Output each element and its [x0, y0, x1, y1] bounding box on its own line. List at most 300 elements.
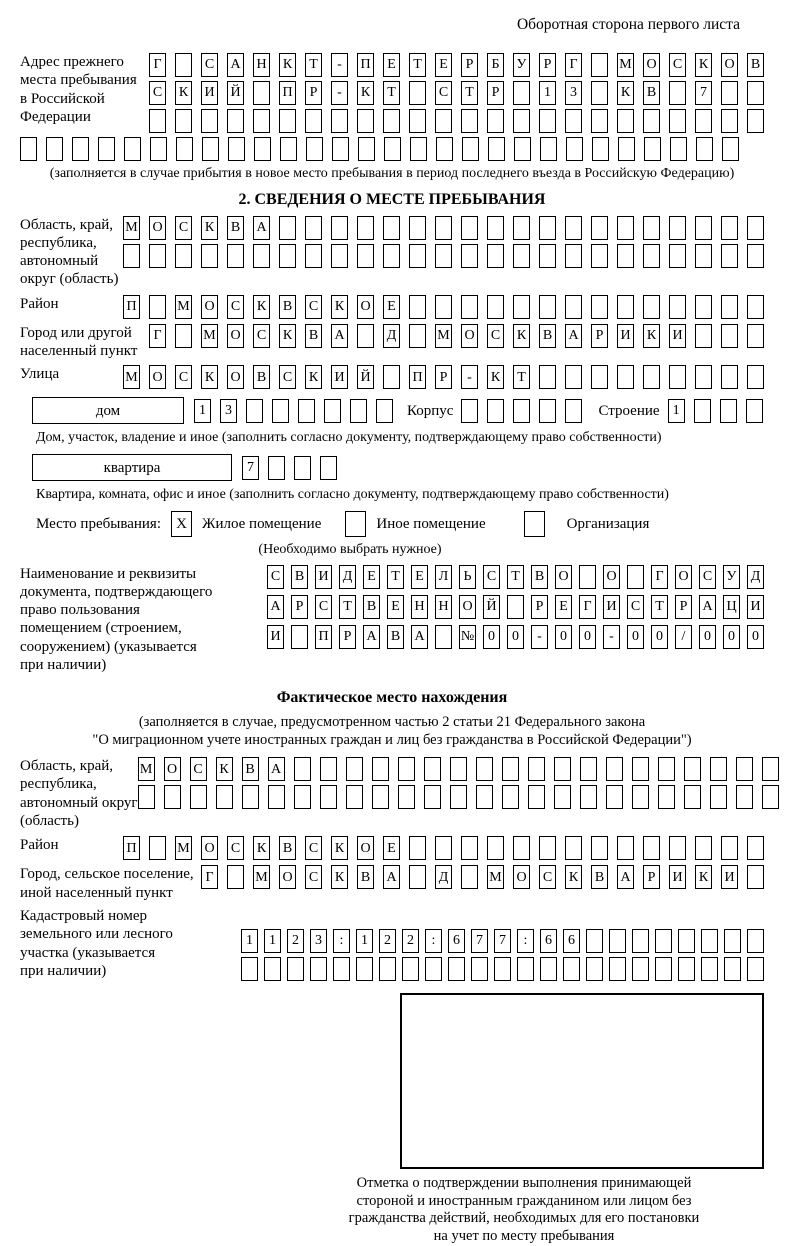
stay-type-row [36, 511, 764, 537]
char-box [379, 957, 396, 981]
char-box [123, 244, 140, 268]
char-box [372, 785, 389, 809]
char-box: К [175, 81, 192, 105]
char-box [320, 757, 337, 781]
char-box: С [539, 865, 556, 889]
ownership-document-grid-rows [267, 565, 764, 649]
char-box: И [617, 324, 634, 348]
char-box: В [363, 595, 380, 619]
organization-label: Организация [566, 516, 650, 533]
char-box: В [357, 865, 374, 889]
checkbox-organization [524, 511, 545, 537]
char-box: С [267, 565, 284, 589]
char-box [528, 757, 545, 781]
char-box [346, 785, 363, 809]
previous-address-label: Адрес прежнего места пребывания в Российской Федерации [20, 53, 137, 125]
char-box [331, 216, 348, 240]
char-box: С [279, 365, 296, 389]
char-box [617, 109, 634, 133]
char-box: Р [291, 595, 308, 619]
char-box [279, 109, 296, 133]
char-box [149, 109, 166, 133]
region-block [20, 216, 764, 289]
char-box: Т [651, 595, 668, 619]
char-box [294, 785, 311, 809]
char-box: И [331, 365, 348, 389]
char-box: О [513, 865, 530, 889]
char-box [539, 836, 556, 860]
char-box [357, 244, 374, 268]
char-box: П [123, 295, 140, 319]
char-box [424, 757, 441, 781]
section2-title: 2. СВЕДЕНИЯ О МЕСТЕ ПРЕБЫВАНИЯ [238, 190, 546, 208]
char-box: О [675, 565, 692, 589]
char-box: Т [409, 53, 426, 77]
house-row [20, 397, 764, 424]
char-box [678, 957, 695, 981]
char-box: И [747, 595, 764, 619]
char-box [175, 109, 192, 133]
char-box [643, 295, 660, 319]
char-box [350, 399, 367, 423]
char-box [409, 81, 426, 105]
char-box: О [164, 757, 181, 781]
char-box [298, 399, 315, 423]
char-box [253, 244, 270, 268]
char-box: К [279, 53, 296, 77]
char-box [721, 295, 738, 319]
char-box [565, 399, 582, 423]
char-box [701, 957, 718, 981]
char-box: Р [675, 595, 692, 619]
char-box [591, 53, 608, 77]
char-box: 1 [241, 929, 258, 953]
char-box [227, 109, 244, 133]
char-box [409, 865, 426, 889]
char-box [591, 365, 608, 389]
char-box: Л [435, 565, 452, 589]
char-box [747, 324, 764, 348]
char-box: И [669, 324, 686, 348]
char-box [695, 365, 712, 389]
char-box: Й [483, 595, 500, 619]
char-box: - [531, 625, 548, 649]
char-box [383, 244, 400, 268]
previous-address-grid-rows [149, 53, 764, 133]
char-box [669, 216, 686, 240]
char-box: 2 [379, 929, 396, 953]
char-box: И [267, 625, 284, 649]
char-box: Й [357, 365, 374, 389]
char-box: С [483, 565, 500, 589]
char-box [747, 865, 764, 889]
char-box [507, 595, 524, 619]
char-box [617, 216, 634, 240]
char-box [591, 836, 608, 860]
char-box [632, 929, 649, 953]
char-box: 0 [483, 625, 500, 649]
char-box: О [603, 565, 620, 589]
char-box [721, 836, 738, 860]
char-box [461, 216, 478, 240]
char-box: О [201, 295, 218, 319]
char-box [539, 244, 556, 268]
char-box [658, 785, 675, 809]
char-grid-row [461, 399, 582, 423]
char-box [540, 957, 557, 981]
char-box: 1 [264, 929, 281, 953]
char-box [488, 137, 505, 161]
char-grid-row [241, 929, 764, 953]
char-box [487, 216, 504, 240]
char-box [669, 365, 686, 389]
char-box [747, 295, 764, 319]
char-grid-row [149, 53, 764, 77]
char-box [694, 399, 711, 423]
char-grid-row [201, 865, 764, 889]
char-box [331, 109, 348, 133]
char-box: : [333, 929, 350, 953]
char-box: М [175, 295, 192, 319]
char-box: А [383, 865, 400, 889]
char-box [398, 785, 415, 809]
char-box [272, 399, 289, 423]
street-label: Улица [20, 366, 60, 383]
char-box: Н [411, 595, 428, 619]
char-box [539, 109, 556, 133]
char-box: В [747, 53, 764, 77]
char-box: Е [435, 53, 452, 77]
char-box [513, 836, 530, 860]
char-box [747, 957, 764, 981]
char-box [487, 399, 504, 423]
char-box [246, 399, 263, 423]
actual-location-note: (заполняется в случае, предусмотренном частью 2 статьи 21 Федерального закона "О миграционном учете иностранных граждан и лиц без гражданства в Российской Федерации") [92, 713, 692, 748]
char-box [539, 399, 556, 423]
char-box: К [253, 836, 270, 860]
house-note: Дом, участок, владение и иное (заполнить согласно документу, подтверждающему право собственности) [36, 430, 662, 446]
char-box [72, 137, 89, 161]
char-box [138, 785, 155, 809]
char-box: М [123, 216, 140, 240]
char-box [747, 929, 764, 953]
char-box: 7 [494, 929, 511, 953]
char-box: П [279, 81, 296, 105]
char-box: О [555, 565, 572, 589]
char-grid-row [138, 785, 779, 809]
char-box: 0 [555, 625, 572, 649]
char-box: 1 [194, 399, 211, 423]
char-box [670, 137, 687, 161]
char-box [216, 785, 233, 809]
char-box: С [305, 865, 322, 889]
char-box: К [331, 865, 348, 889]
char-box: М [617, 53, 634, 77]
char-box [175, 53, 192, 77]
char-box: А [363, 625, 380, 649]
char-box: С [699, 565, 716, 589]
char-box: 7 [695, 81, 712, 105]
char-box: 0 [627, 625, 644, 649]
char-box [565, 295, 582, 319]
residential-label: Жилое помещение [202, 516, 322, 533]
char-box [695, 324, 712, 348]
char-box: О [149, 216, 166, 240]
char-box [539, 295, 556, 319]
char-box: С [305, 295, 322, 319]
char-box [678, 929, 695, 953]
char-box [476, 785, 493, 809]
char-box: К [695, 53, 712, 77]
char-box: 0 [723, 625, 740, 649]
char-box [643, 244, 660, 268]
char-box: У [723, 565, 740, 589]
char-box: И [201, 81, 218, 105]
char-box: А [411, 625, 428, 649]
confirmation-stamp-caption: Отметка о подтверждении выполнения принимающей стороной и иностранным гражданином или лицом без гражданства действий, необходимых для его постановки на учет по месту пребывания [348, 1174, 700, 1245]
ownership-document-block [20, 565, 764, 675]
char-box [721, 244, 738, 268]
confirmation-stamp-box [400, 993, 764, 1169]
char-box: 3 [565, 81, 582, 105]
char-box [461, 836, 478, 860]
char-box: Н [253, 53, 270, 77]
char-box: О [721, 53, 738, 77]
char-box: Р [305, 81, 322, 105]
char-box [190, 785, 207, 809]
char-box: - [331, 81, 348, 105]
char-box [655, 929, 672, 953]
char-box [227, 865, 244, 889]
char-box: К [253, 295, 270, 319]
char-box [762, 757, 779, 781]
char-box [669, 295, 686, 319]
char-box: И [315, 565, 332, 589]
char-box: В [279, 836, 296, 860]
char-box [306, 137, 323, 161]
char-box: К [201, 216, 218, 240]
char-box: С [175, 216, 192, 240]
char-box [287, 957, 304, 981]
char-box [461, 295, 478, 319]
char-box: 3 [310, 929, 327, 953]
char-box: О [149, 365, 166, 389]
char-box [435, 244, 452, 268]
actual-city-label: Город, сельское поселение, иной населенный пункт [20, 866, 194, 901]
char-box [513, 295, 530, 319]
char-grid-row-full-width [20, 137, 764, 161]
char-box [609, 957, 626, 981]
char-box [565, 365, 582, 389]
char-box [736, 757, 753, 781]
char-box [513, 244, 530, 268]
char-box [747, 365, 764, 389]
char-box: С [627, 595, 644, 619]
char-box [487, 109, 504, 133]
char-box [591, 81, 608, 105]
char-box [279, 244, 296, 268]
char-box [358, 137, 375, 161]
char-box [320, 785, 337, 809]
char-box [175, 244, 192, 268]
char-box [241, 957, 258, 981]
char-box: Е [363, 565, 380, 589]
char-box [476, 757, 493, 781]
char-grid-row [194, 399, 393, 423]
char-box [591, 216, 608, 240]
char-grid-row [668, 399, 763, 423]
char-box [149, 295, 166, 319]
char-box [333, 957, 350, 981]
char-box [644, 137, 661, 161]
ownership-document-label: Наименование и реквизиты документа, подтверждающего право пользования помещением (строением, сооружением) (указывается при наличии) [20, 565, 213, 673]
char-grid-row [123, 295, 764, 319]
char-box: 0 [507, 625, 524, 649]
char-box [696, 137, 713, 161]
char-box: С [435, 81, 452, 105]
char-box: Р [435, 365, 452, 389]
char-box: Р [461, 53, 478, 77]
stay-type-note: (Необходимо выбрать нужное) [258, 542, 442, 558]
actual-region-block [20, 757, 764, 830]
char-box [461, 244, 478, 268]
char-box [487, 295, 504, 319]
char-grid-row [242, 456, 337, 480]
char-box [305, 244, 322, 268]
char-box: Р [643, 865, 660, 889]
char-box [617, 295, 634, 319]
actual-region-label: Область, край, республика, автономный округ (область) [20, 758, 138, 830]
char-box [279, 216, 296, 240]
char-box [669, 81, 686, 105]
char-box [566, 137, 583, 161]
char-box [425, 957, 442, 981]
char-box: В [227, 216, 244, 240]
char-box: С [253, 324, 270, 348]
char-box [409, 216, 426, 240]
city-block [20, 324, 764, 361]
char-box: Е [555, 595, 572, 619]
char-box: К [487, 365, 504, 389]
char-box [264, 957, 281, 981]
cadastral-grid-rows [241, 929, 764, 981]
char-box [294, 456, 311, 480]
other-premises-label: Иное помещение [376, 516, 486, 533]
char-box: А [331, 324, 348, 348]
actual-region-grid-rows [138, 757, 779, 809]
char-box [540, 137, 557, 161]
char-box: Д [747, 565, 764, 589]
char-box [580, 785, 597, 809]
char-box [376, 399, 393, 423]
char-box [721, 216, 738, 240]
char-box [294, 757, 311, 781]
char-box: Ц [723, 595, 740, 619]
char-box [617, 836, 634, 860]
char-box: С [175, 365, 192, 389]
char-box [462, 137, 479, 161]
char-box [310, 957, 327, 981]
char-box [513, 81, 530, 105]
char-box [201, 244, 218, 268]
char-box [586, 929, 603, 953]
char-box [592, 137, 609, 161]
apartment-row [20, 454, 764, 481]
char-box: - [603, 625, 620, 649]
char-box: О [201, 836, 218, 860]
char-box [695, 109, 712, 133]
char-box [150, 137, 167, 161]
char-box: С [149, 81, 166, 105]
char-box [554, 785, 571, 809]
checkbox-residential: X [171, 511, 192, 537]
char-box: Е [383, 53, 400, 77]
char-box: О [227, 365, 244, 389]
char-box [747, 216, 764, 240]
char-box [513, 399, 530, 423]
char-box: Т [383, 81, 400, 105]
char-box [669, 836, 686, 860]
char-box: Р [339, 625, 356, 649]
char-grid-row [149, 81, 764, 105]
char-box [528, 785, 545, 809]
char-box [176, 137, 193, 161]
char-box [513, 216, 530, 240]
char-box: М [175, 836, 192, 860]
stroenie-label: Строение [598, 402, 660, 419]
char-box: Е [383, 836, 400, 860]
char-box [383, 365, 400, 389]
char-grid-row [123, 244, 764, 268]
char-box [253, 109, 270, 133]
char-box: О [357, 836, 374, 860]
char-box [565, 836, 582, 860]
char-grid-row [138, 757, 779, 781]
char-box: К [331, 295, 348, 319]
char-box: М [435, 324, 452, 348]
char-box: Б [487, 53, 504, 77]
char-box [684, 785, 701, 809]
char-box: К [513, 324, 530, 348]
char-box: О [357, 295, 374, 319]
char-box: М [487, 865, 504, 889]
char-box: : [425, 929, 442, 953]
char-box: Р [487, 81, 504, 105]
char-box [424, 785, 441, 809]
apartment-type-box: квартира [32, 454, 232, 481]
char-box: К [279, 324, 296, 348]
char-grid-row [267, 565, 764, 589]
char-box: С [190, 757, 207, 781]
char-box [448, 957, 465, 981]
char-box: С [487, 324, 504, 348]
char-box: Д [383, 324, 400, 348]
char-box [461, 399, 478, 423]
char-box: С [227, 295, 244, 319]
char-box: С [315, 595, 332, 619]
char-box: Р [539, 53, 556, 77]
char-box [580, 757, 597, 781]
char-box: О [279, 865, 296, 889]
char-box [357, 324, 374, 348]
char-box [124, 137, 141, 161]
char-box [563, 957, 580, 981]
char-box: У [513, 53, 530, 77]
char-box: А [227, 53, 244, 77]
char-box: 1 [356, 929, 373, 953]
char-box: В [279, 295, 296, 319]
char-box: Т [339, 595, 356, 619]
